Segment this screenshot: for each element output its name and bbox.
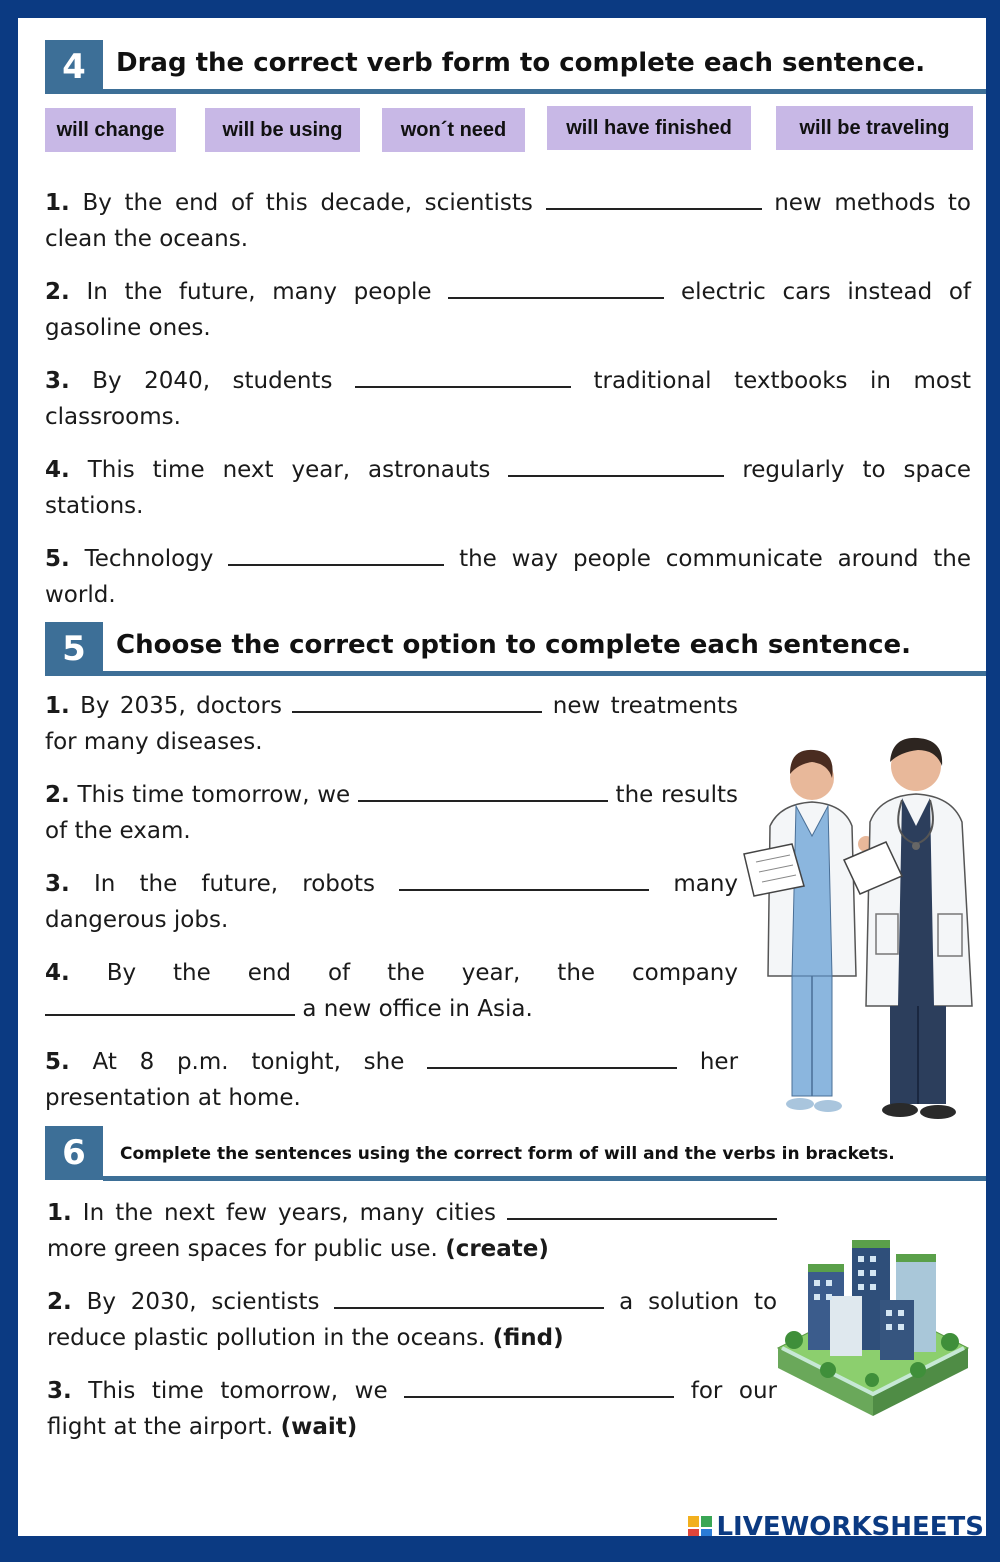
q-text-before: By 2040, students bbox=[92, 368, 333, 394]
answer-select-blank[interactable] bbox=[427, 1049, 677, 1069]
s5-question-1 bbox=[45, 688, 738, 760]
section-5-title: Choose the correct option to complete each sentence. bbox=[116, 630, 912, 660]
s5-question-2 bbox=[45, 777, 738, 849]
q-number: 3. bbox=[47, 1378, 72, 1404]
s5-question-5 bbox=[45, 1044, 738, 1116]
q-number: 1. bbox=[47, 1200, 72, 1226]
q-text-after: new treatments for many diseases. bbox=[45, 693, 739, 755]
q-text-before: By 2030, scientists bbox=[86, 1289, 320, 1315]
section-5-number: 5 bbox=[45, 622, 103, 676]
verb-hint: (wait) bbox=[280, 1414, 358, 1440]
section-5-underline bbox=[103, 671, 986, 676]
q-text-before: This time next year, astronauts bbox=[87, 457, 491, 483]
answer-drop-blank[interactable] bbox=[546, 190, 762, 210]
s4-question-2 bbox=[45, 274, 971, 346]
s5-question-4 bbox=[45, 955, 738, 1027]
verb-hint: (find) bbox=[492, 1325, 564, 1351]
section-4-title: Drag the correct verb form to complete each sentence. bbox=[116, 48, 926, 78]
section-6-underline bbox=[103, 1176, 986, 1181]
worksheet-page bbox=[18, 18, 986, 1536]
s6-question-3 bbox=[47, 1373, 777, 1445]
s6-question-1 bbox=[47, 1195, 777, 1267]
option-chip-1[interactable]: will change bbox=[45, 108, 176, 152]
option-chip-5[interactable]: will be traveling bbox=[776, 106, 973, 150]
q-number: 3. bbox=[45, 368, 70, 394]
answer-text-blank[interactable] bbox=[334, 1289, 604, 1309]
q-number: 3. bbox=[45, 871, 70, 897]
green-city-illustration bbox=[768, 1230, 978, 1430]
q-number: 4. bbox=[45, 457, 70, 483]
answer-drop-blank[interactable] bbox=[355, 368, 571, 388]
q-number: 1. bbox=[45, 190, 70, 216]
q-text-after: a solution to reduce plastic pollution in the oceans. bbox=[47, 1289, 778, 1351]
q-text-before: By 2035, doctors bbox=[80, 693, 282, 719]
q-text-before: In the future, robots bbox=[93, 871, 375, 897]
answer-select-blank[interactable] bbox=[292, 693, 542, 713]
verb-hint: (create) bbox=[445, 1236, 549, 1262]
q-number: 2. bbox=[45, 782, 70, 808]
s4-question-4 bbox=[45, 452, 971, 524]
answer-drop-blank[interactable] bbox=[228, 546, 444, 566]
section-6-header bbox=[45, 1126, 986, 1180]
option-chip-4[interactable]: will have finished bbox=[547, 106, 751, 150]
q-text-after: her presentation at home. bbox=[45, 1049, 739, 1111]
section-4-header bbox=[45, 40, 986, 94]
q-number: 4. bbox=[45, 960, 70, 986]
section-6-number: 6 bbox=[45, 1126, 103, 1180]
q-text-before: At 8 p.m. tonight, she bbox=[92, 1049, 405, 1075]
q-number: 2. bbox=[47, 1289, 72, 1315]
option-chip-3[interactable]: won´t need bbox=[382, 108, 525, 152]
section-5-header bbox=[45, 622, 986, 676]
liveworksheets-watermark bbox=[688, 1512, 984, 1536]
s6-question-2 bbox=[47, 1284, 777, 1356]
q-text-after: regularly to space stations. bbox=[45, 457, 972, 519]
section-4-underline bbox=[103, 89, 986, 94]
q-text-after: traditional textbooks in most classrooms. bbox=[45, 368, 971, 430]
q-text-after: electric cars instead of gasoline ones. bbox=[45, 279, 972, 341]
liveworksheets-logo-icon bbox=[688, 1516, 712, 1537]
answer-text-blank[interactable] bbox=[404, 1378, 674, 1398]
section-4-number: 4 bbox=[45, 40, 103, 94]
option-chip-2[interactable]: will be using bbox=[205, 108, 360, 152]
q-text-after: for our flight at the airport. bbox=[47, 1378, 777, 1440]
q-text-before: This time tomorrow, we bbox=[77, 782, 351, 808]
q-text-after: a new office in Asia. bbox=[302, 996, 533, 1022]
q-text-before: In the next few years, many cities bbox=[82, 1200, 496, 1226]
answer-drop-blank[interactable] bbox=[508, 457, 724, 477]
answer-drop-blank[interactable] bbox=[448, 279, 664, 299]
section-6-title: Complete the sentences using the correct form of will and the verbs in brackets. bbox=[120, 1144, 895, 1164]
s5-question-3 bbox=[45, 866, 738, 938]
q-number: 5. bbox=[45, 1049, 70, 1075]
answer-text-blank[interactable] bbox=[507, 1200, 777, 1220]
answer-select-blank[interactable] bbox=[45, 996, 295, 1016]
q-text-before: By the end of the year, the company bbox=[106, 960, 738, 986]
q-text-before: In the future, many people bbox=[86, 279, 432, 305]
brand-text: LIVEWORKSHEETS bbox=[716, 1512, 984, 1536]
q-text-after: more green spaces for public use. bbox=[47, 1236, 438, 1262]
q-text-before: Technology bbox=[84, 546, 214, 572]
q-number: 5. bbox=[45, 546, 70, 572]
q-text-after: the way people communicate around the world. bbox=[45, 546, 972, 608]
s4-question-3 bbox=[45, 363, 971, 435]
q-text-after: many dangerous jobs. bbox=[45, 871, 739, 933]
doctors-illustration bbox=[740, 726, 980, 1126]
answer-select-blank[interactable] bbox=[399, 871, 649, 891]
q-number: 2. bbox=[45, 279, 70, 305]
s4-question-5 bbox=[45, 541, 971, 613]
q-text-before: By the end of this decade, scientists bbox=[82, 190, 533, 216]
q-number: 1. bbox=[45, 693, 70, 719]
q-text-after: the results of the exam. bbox=[45, 782, 739, 844]
q-text-before: This time tomorrow, we bbox=[88, 1378, 388, 1404]
q-text-after: new methods to clean the oceans. bbox=[45, 190, 972, 252]
s4-question-1 bbox=[45, 185, 971, 257]
answer-select-blank[interactable] bbox=[358, 782, 608, 802]
